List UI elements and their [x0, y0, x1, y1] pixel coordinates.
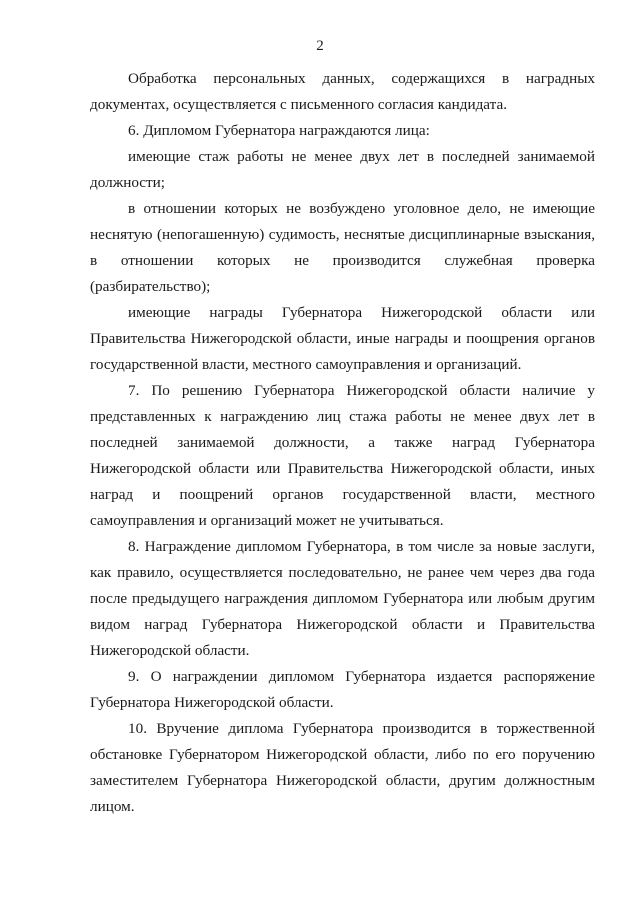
document-body — [90, 66, 595, 820]
paragraph-item-6-criminal: в отношении которых не возбуждено уголовное дело, не имеющие неснятую (непогашенную) судимость, неснятые дисциплинарные взыскания, в отношении которых не производится служебная проверка (разбирательство); — [90, 200, 595, 295]
paragraph-item-6-experience: имеющие стаж работы не менее двух лет в последней занимаемой должности; — [90, 148, 595, 191]
paragraph-item-6: 6. Дипломом Губернатора награждаются лица: — [128, 122, 430, 139]
paragraph-item-8: 8. Награждение дипломом Губернатора, в том числе за новые заслуги, как правило, осуществляется последовательно, не ранее чем через два года после предыдущего награждения дипломом Губернатора или любым другим видом наград Губернатора Нижегородской области и Правительства Нижегородской области. — [90, 538, 595, 659]
paragraph-item-7: 7. По решению Губернатора Нижегородской области наличие у представленных к награждению лиц стажа работы не менее двух лет в последней занимаемой должности, а также наград Губернатора Нижегородской области или Правительства Нижегородской области, иных наград и поощрений органов государственной власти, местного самоуправления и организаций может не учитываться. — [90, 382, 595, 529]
paragraph-personal-data: Обработка персональных данных, содержащихся в наградных документах, осуществляется с письменного согласия кандидата. — [90, 70, 595, 113]
paragraph-item-6-awards: имеющие награды Губернатора Нижегородской области или Правительства Нижегородской области, иные награды и поощрения органов государственной власти, местного самоуправления и организаций. — [90, 304, 595, 373]
page-number: 2 — [316, 38, 324, 54]
paragraph-item-10: 10. Вручение диплома Губернатора производится в торжественной обстановке Губернатором Нижегородской области, либо по его поручению заместителем Губернатора Нижегородской области, другим должностным лицом. — [90, 720, 595, 815]
paragraph-item-9: 9. О награждении дипломом Губернатора издается распоряжение Губернатора Нижегородской области. — [90, 668, 595, 711]
